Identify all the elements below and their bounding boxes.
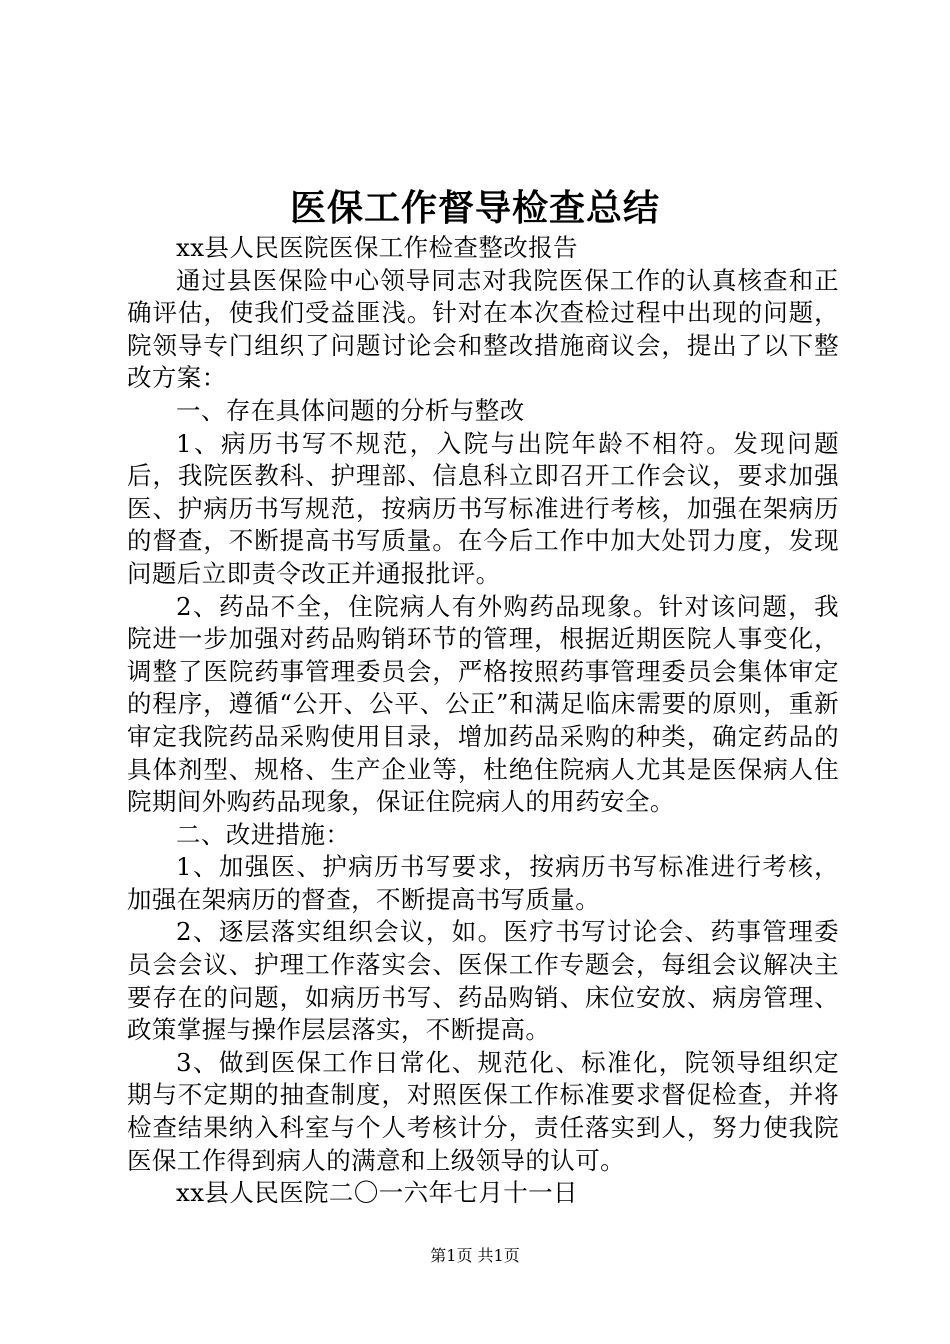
document-title: 医保工作督导检查总结 <box>289 187 660 229</box>
measure-item-2: 2、逐层落实组织会议，如。医疗书写讨论会、药事管理委员会会议、护理工作落实会、医保工作专题会，每组会议解决主要存在的问题，如病历书写、药品购销、床位安放、病房管理、政策掌握与操作层层落实，不断提高。 <box>127 917 839 1045</box>
page-footer: 第1页 共1页 <box>430 1246 520 1265</box>
measure-item-1: 1、加强医、护病历书写要求，按病历书写标准进行考核，加强在架病历的督查，不断提高书写质量。 <box>127 852 839 914</box>
problem-item-1: 1、病历书写不规范，入院与出院年龄不相符。发现问题后，我院医教科、护理部、信息科立即召开工作会议，要求加强医、护病历书写规范，按病历书写标准进行考核，加强在架病历的督查，不断提高书写质量。在今后工作中加大处罚力度，发现问题后立即责令改正并通报批评。 <box>127 428 839 588</box>
document-body <box>127 232 839 1210</box>
problem-item-2: 2、药品不全，住院病人有外购药品现象。针对该问题，我院进一步加强对药品购销环节的管理，根据近期医院人事变化，调整了医院药事管理委员会，严格按照药事管理委员会集体审定的程序，遵循“公开、公平、公正”和满足临床需要的原则，重新审定我院药品采购使用目录，增加药品采购的种类，确定药品的具体剂型、规格、生产企业等，杜绝住院病人尤其是医保病人住院期间外购药品现象，保证住院病人的用药安全。 <box>127 591 839 817</box>
section-heading-measures: 二、改进措施： <box>176 819 351 849</box>
intro-paragraph: 通过县医保险中心领导同志对我院医保工作的认真核查和正确评估，使我们受益匪浅。针对在本次查检过程中出现的问题，院领导专门组织了问题讨论会和整改措施商议会，提出了以下整改方案： <box>127 265 839 393</box>
section-heading-problems: 一、存在具体问题的分析与整改 <box>176 395 525 425</box>
report-heading: xx县人民医院医保工作检查整改报告 <box>176 233 578 262</box>
signature-date: xx县人民医院二〇一六年七月十一日 <box>176 1178 578 1208</box>
measure-item-3: 3、做到医保工作日常化、规范化、标准化，院领导组织定期与不定期的抽查制度，对照医保工作标准要求督促检查，并将检查结果纳入科室与个人考核计分，责任落实到人，努力使我院医保工作得到病人的满意和上级领导的认可。 <box>127 1047 839 1175</box>
